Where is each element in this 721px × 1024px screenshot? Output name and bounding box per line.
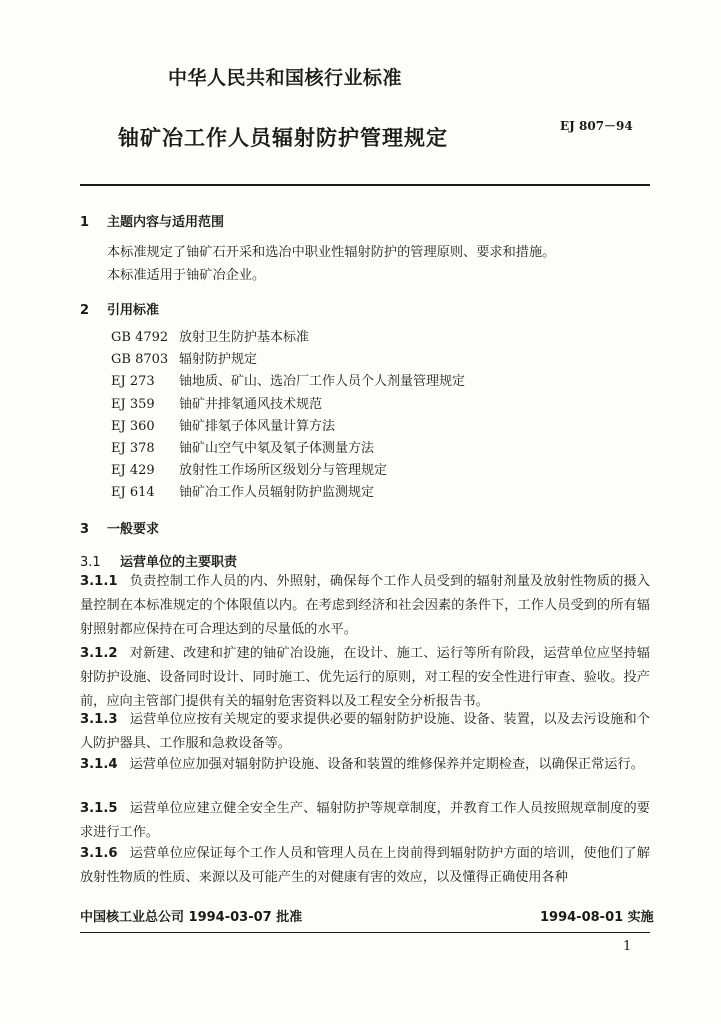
subsection-3-1-heading [80, 551, 237, 570]
reference-item [111, 371, 465, 393]
reference-item [111, 460, 465, 482]
reference-code: EJ 429 [111, 463, 155, 479]
reference-code: GB 4792 [111, 330, 169, 345]
section-1-heading [80, 211, 224, 230]
reference-code: EJ 360 [111, 418, 155, 434]
reference-name: 铀矿排氡子体风量计算方法 [179, 418, 336, 434]
clause-3-1-5 [80, 797, 650, 845]
section-2-heading [80, 299, 159, 318]
clause-number: 3.1.4 [80, 757, 118, 772]
reference-item [111, 482, 465, 504]
clause-text: 负责控制工作人员的内、外照射，确保每个工作人员受到的辐射剂量及放射性物质的摄入量控制在本标准规定的个体限值以内。在考虑到经济和社会因素的条件下，工作人员受到的所有辐射照射都应保持在可合理达到的尽量低的水平。 [80, 574, 650, 637]
reference-list [111, 327, 465, 505]
effective-date: 1994-08-01 实施 [540, 910, 654, 925]
reference-code: EJ 378 [111, 440, 155, 456]
clause-3-1-3 [80, 708, 650, 756]
standard-code: EJ 807－94 [560, 119, 633, 133]
clause-3-1-1 [80, 570, 650, 642]
approval-line: 中国核工业总公司 1994-03-07 批准 [80, 910, 303, 925]
section-1-line-2: 本标准适用于铀矿冶企业。 [107, 268, 266, 283]
subsection-3-1-number: 3.1 [80, 555, 101, 570]
reference-code: EJ 614 [111, 485, 155, 501]
header-divider [80, 184, 650, 186]
reference-name: 铀地质、矿山、选冶厂工作人员个人剂量管理规定 [179, 374, 466, 390]
clause-text: 运营单位应建立健全安全生产、辐射防护等规章制度，并教育工作人员按照规章制度的要求进行工作。 [80, 801, 650, 840]
clause-text: 对新建、改建和扩建的铀矿冶设施，在设计、施工、运行等所有阶段，运营单位应坚持辐射防护设施、设备同时设计、同时施工、优先运行的原则，对工程的安全性进行审查、验收。投产前，应向主管部门提供有关的辐射危害资料以及工程安全分析报告书。 [80, 646, 650, 709]
section-1-line-1: 本标准规定了铀矿石开采和选冶中职业性辐射防护的管理原则、要求和措施。 [107, 245, 556, 260]
clause-number: 3.1.1 [80, 574, 118, 589]
reference-name: 铀矿冶工作人员辐射防护监测规定 [179, 485, 375, 501]
section-2-number: 2 [80, 303, 90, 318]
page-number: 1 [623, 939, 632, 954]
clause-number: 3.1.6 [80, 846, 118, 861]
section-3-number: 3 [80, 522, 90, 537]
clause-3-1-2 [80, 642, 650, 714]
reference-item [111, 349, 465, 371]
reference-item [111, 416, 465, 438]
section-2-title: 引用标准 [107, 303, 160, 318]
reference-code: EJ 273 [111, 374, 155, 390]
reference-code: GB 8703 [111, 352, 169, 368]
clause-3-1-6 [80, 842, 650, 890]
reference-item [111, 394, 465, 416]
reference-item [111, 438, 465, 460]
clause-number: 3.1.5 [80, 801, 118, 816]
reference-name: 铀矿山空气中氡及氡子体测量方法 [179, 440, 375, 456]
clause-text: 运营单位应保证每个工作人员和管理人员在上岗前得到辐射防护方面的培训，使他们了解放射性物质的性质、来源以及可能产生的对健康有害的效应，以及懂得正确使用各种 [80, 846, 650, 885]
section-1-number: 1 [80, 215, 90, 230]
reference-name: 铀矿井排氡通风技术规范 [179, 396, 323, 412]
reference-name: 辐射防护规定 [179, 352, 258, 368]
standard-header-title: 中华人民共和国核行业标准 [168, 67, 403, 89]
reference-item [111, 327, 465, 349]
reference-name: 放射性工作场所区级划分与管理规定 [179, 463, 388, 479]
clause-text: 运营单位应按有关规定的要求提供必要的辐射防护设施、设备、装置，以及去污设施和个人防护器具、工作服和急救设备等。 [80, 712, 650, 751]
section-3-heading [80, 518, 159, 537]
section-1-title: 主题内容与适用范围 [107, 215, 225, 230]
clause-number: 3.1.2 [80, 646, 118, 661]
reference-code: EJ 359 [111, 396, 155, 412]
reference-name: 放射卫生防护基本标准 [179, 330, 310, 345]
clause-number: 3.1.3 [80, 712, 118, 727]
document-title: 铀矿冶工作人员辐射防护管理规定 [118, 126, 448, 150]
section-3-title: 一般要求 [107, 522, 160, 537]
footer-divider [80, 932, 650, 933]
clause-3-1-4 [80, 753, 650, 777]
clause-text: 运营单位应加强对辐射防护设施、设备和装置的维修保养并定期检查，以确保正常运行。 [129, 757, 644, 772]
subsection-3-1-title: 运营单位的主要职责 [120, 555, 238, 570]
